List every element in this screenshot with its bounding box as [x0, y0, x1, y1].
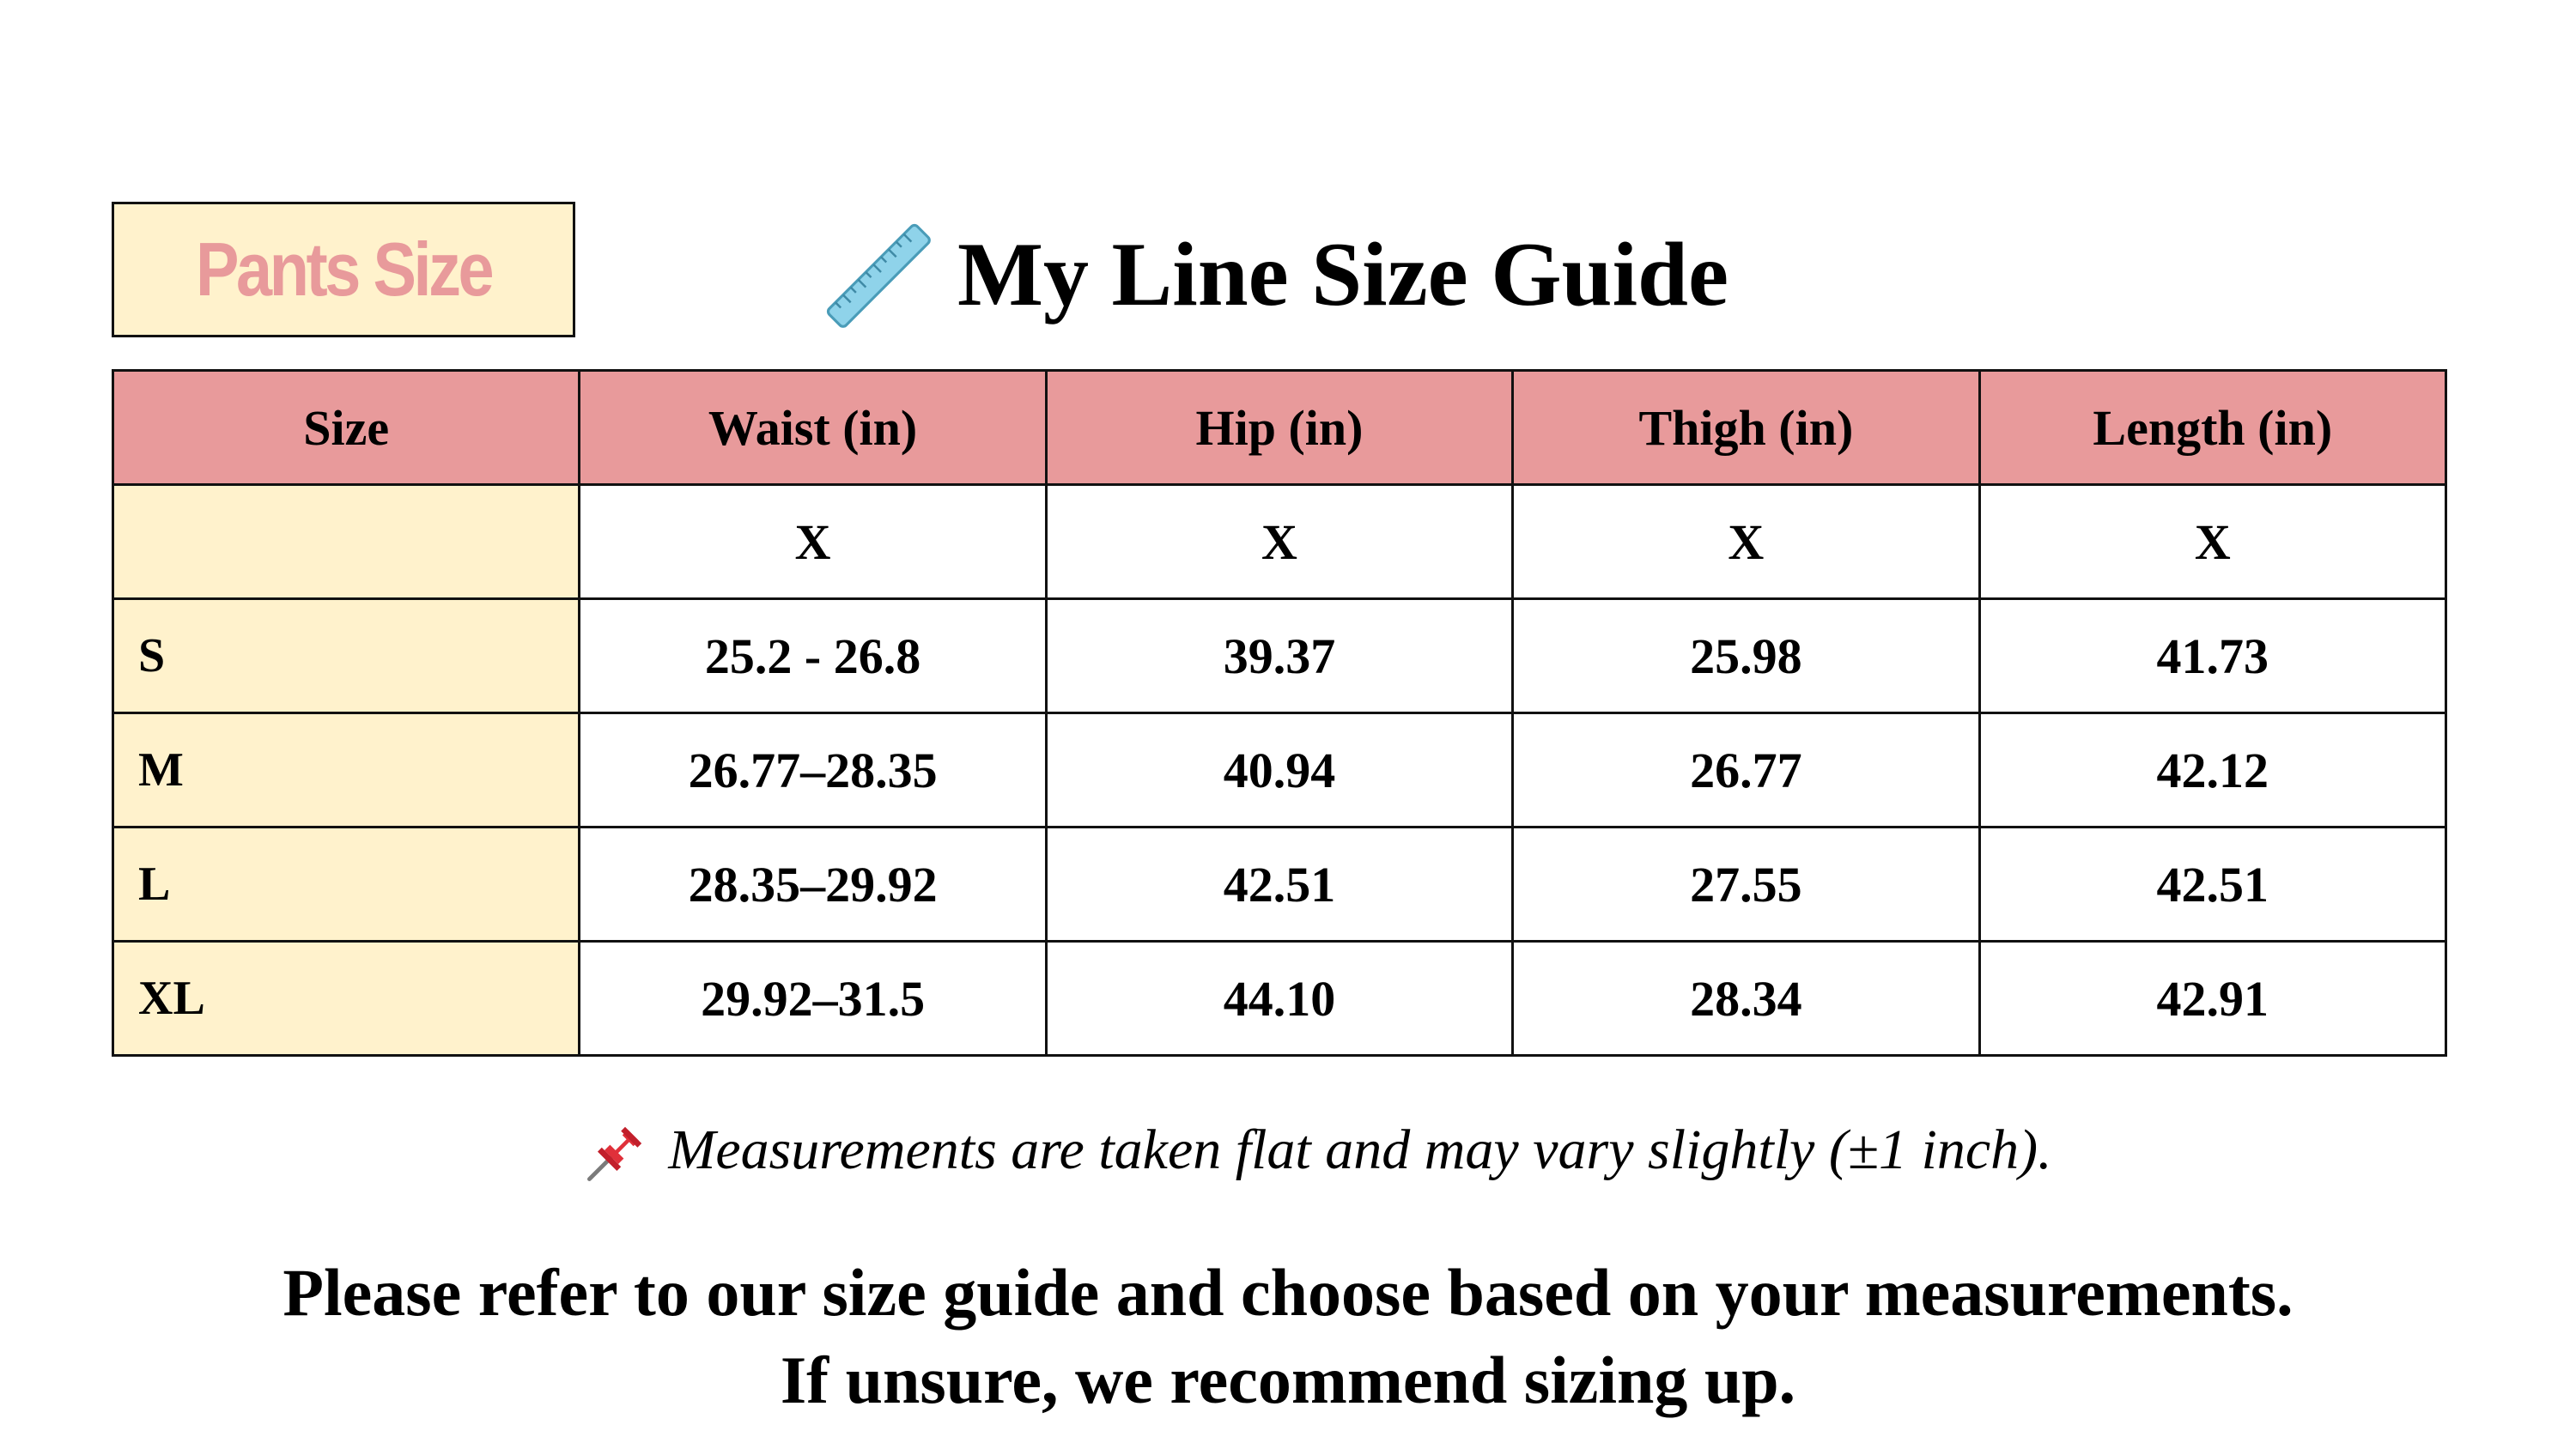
ruler-icon	[824, 221, 932, 329]
waist-cell: 28.35–29.92	[580, 828, 1046, 942]
header-size: Size	[113, 371, 580, 485]
table-row	[113, 828, 2446, 942]
length-cell: 42.51	[1979, 828, 2445, 942]
title-text: My Line Size Guide	[957, 224, 1729, 324]
hip-cell: 42.51	[1046, 828, 1512, 942]
table-row	[113, 713, 2446, 828]
length-cell: X	[1979, 485, 2445, 599]
size-cell: L	[113, 828, 580, 942]
waist-cell: 26.77–28.35	[580, 713, 1046, 828]
size-cell: XL	[113, 942, 580, 1056]
waist-cell: X	[580, 485, 1046, 599]
thigh-cell: 25.98	[1513, 599, 1979, 713]
size-cell: S	[113, 599, 580, 713]
badge-label: Pants Size	[195, 227, 492, 312]
thigh-cell: 28.34	[1513, 942, 1979, 1056]
header-hip: Hip (in)	[1046, 371, 1512, 485]
header-thigh: Thigh (in)	[1513, 371, 1979, 485]
footer-message	[0, 1249, 2576, 1424]
size-table	[112, 369, 2447, 1057]
length-cell: 41.73	[1979, 599, 2445, 713]
note-text: Measurements are taken flat and may vary slightly (±1 inch).	[668, 1119, 2052, 1181]
hip-cell: 44.10	[1046, 942, 1512, 1056]
waist-cell: 25.2 - 26.8	[580, 599, 1046, 713]
thigh-cell: 26.77	[1513, 713, 1979, 828]
hip-cell: X	[1046, 485, 1512, 599]
table-header-row	[113, 371, 2446, 485]
table-row	[113, 942, 2446, 1056]
thigh-cell: 27.55	[1513, 828, 1979, 942]
hip-cell: 40.94	[1046, 713, 1512, 828]
table-row	[113, 599, 2446, 713]
size-cell: M	[113, 713, 580, 828]
footer-line-2: If unsure, we recommend sizing up.	[780, 1343, 1796, 1417]
pushpin-icon	[584, 1116, 653, 1185]
header-length: Length (in)	[1979, 371, 2445, 485]
page-title	[824, 210, 1728, 339]
waist-cell: 29.92–31.5	[580, 942, 1046, 1056]
size-cell	[113, 485, 580, 599]
thigh-cell: X	[1513, 485, 1979, 599]
length-cell: 42.12	[1979, 713, 2445, 828]
footer-line-1: Please refer to our size guide and choose based on your measurements.	[283, 1255, 2293, 1330]
table-row	[113, 485, 2446, 599]
hip-cell: 39.37	[1046, 599, 1512, 713]
header-waist: Waist (in)	[580, 371, 1046, 485]
measurement-note	[0, 1116, 2576, 1199]
length-cell: 42.91	[1979, 942, 2445, 1056]
pants-size-badge	[112, 202, 575, 337]
